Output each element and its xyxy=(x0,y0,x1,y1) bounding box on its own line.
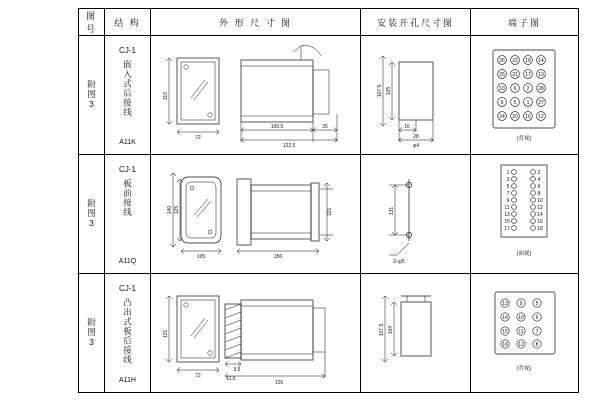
dim-156-row2: 156 xyxy=(273,254,283,260)
structure-code-bottom-1: A11K xyxy=(119,139,136,146)
outline-drawing-3 xyxy=(151,274,360,392)
svg-text:16: 16 xyxy=(537,219,543,225)
svg-text:7: 7 xyxy=(506,191,510,197)
cell-outline-2 xyxy=(151,155,361,274)
dim-72-row3: 72 xyxy=(195,373,201,379)
svg-text:15: 15 xyxy=(504,219,510,225)
structure-code-bottom-2: A11Q xyxy=(118,258,137,265)
dim-28-row1: 28 xyxy=(413,134,419,140)
cell-terminal-3 xyxy=(471,274,579,393)
structure-text-1: 嵌入式后接线 xyxy=(122,60,133,117)
svg-text:8: 8 xyxy=(537,191,541,197)
terminal-drawing-1 xyxy=(471,36,578,154)
dim-107p5-row1: 107.5 xyxy=(377,84,383,98)
dim-72-row1: 72 xyxy=(195,135,201,141)
svg-text:13: 13 xyxy=(504,212,510,218)
cell-outline-3 xyxy=(151,274,361,393)
dim-125-row2: 125 xyxy=(174,205,180,215)
svg-text:10: 10 xyxy=(518,315,524,321)
fig-no-label-3: 附图3 xyxy=(86,318,97,348)
dim-105-row2: 105 xyxy=(196,254,206,260)
dim-115-row3: 115 xyxy=(163,330,169,338)
structure-code-bottom-3: A11H xyxy=(119,377,136,384)
cell-mounting-2 xyxy=(361,155,471,274)
dim-107p5-row3: 107.5 xyxy=(379,323,385,337)
dim-16-row1: 16 xyxy=(404,124,410,130)
structure-code-top-3: CJ-1 xyxy=(119,284,136,293)
svg-text:18: 18 xyxy=(525,58,531,64)
svg-text:5: 5 xyxy=(513,100,517,106)
svg-text:11: 11 xyxy=(518,329,524,335)
dim-115-row1: 115 xyxy=(163,92,169,100)
cell-terminal-1 xyxy=(471,36,579,155)
svg-text:13: 13 xyxy=(502,301,508,307)
svg-text:2: 2 xyxy=(537,170,541,176)
spec-table xyxy=(78,8,579,393)
svg-text:20: 20 xyxy=(512,114,518,120)
terminal-caption-1: (背视) xyxy=(516,136,532,142)
svg-text:24: 24 xyxy=(499,114,505,120)
svg-text:15: 15 xyxy=(502,329,508,335)
structure-text-3: 凸出式板后接线 xyxy=(122,298,133,365)
svg-text:7: 7 xyxy=(535,329,539,335)
svg-text:1: 1 xyxy=(506,170,510,176)
dim-2phi5-row2: 2-φ5 xyxy=(393,259,405,265)
header-structure: 结 构 xyxy=(105,9,151,36)
svg-text:9: 9 xyxy=(519,301,523,307)
svg-text:5: 5 xyxy=(506,184,510,190)
fig-no-label-1: 附图3 xyxy=(86,80,97,110)
dim-100p5-row1: 100.5 xyxy=(270,124,284,130)
svg-text:14: 14 xyxy=(502,315,508,321)
svg-text:10: 10 xyxy=(537,198,543,204)
dim-35-row1: 35 xyxy=(322,124,328,130)
terminal-drawing-3 xyxy=(471,274,578,392)
svg-text:13: 13 xyxy=(538,72,544,78)
svg-text:1: 1 xyxy=(526,100,530,106)
cell-mounting-1 xyxy=(361,36,471,155)
table-row xyxy=(79,274,579,393)
table-header-row xyxy=(79,9,579,36)
cell-mounting-3 xyxy=(361,274,471,393)
dim-122p5-row1: 122.5 xyxy=(282,143,296,149)
dim-104-row3: 104 xyxy=(388,325,394,335)
svg-text:3: 3 xyxy=(506,177,510,183)
dim-11p5-row3: 11.5 xyxy=(226,376,236,382)
table-row xyxy=(79,155,579,274)
dim-126-row3: 126 xyxy=(274,380,284,386)
svg-text:16: 16 xyxy=(525,114,531,120)
structure-text-2: 板前接线 xyxy=(122,179,133,217)
svg-text:6: 6 xyxy=(535,315,539,321)
cell-fig-no-3 xyxy=(79,274,105,393)
dim-115-row2: 115 xyxy=(327,208,333,216)
svg-text:18: 18 xyxy=(537,226,543,232)
svg-text:17: 17 xyxy=(525,72,531,78)
mounting-drawing-3 xyxy=(361,274,470,392)
dim-131-row2: 131 xyxy=(389,206,395,216)
svg-text:14: 14 xyxy=(537,212,543,218)
header-fig-no: 图 号 xyxy=(79,9,105,36)
cell-structure-1 xyxy=(105,36,151,155)
header-outline: 外 形 尺 寸 图 xyxy=(151,9,361,36)
dim-9p5-row3: 9.5 xyxy=(233,367,241,373)
svg-text:16: 16 xyxy=(502,342,508,348)
outline-drawing-1 xyxy=(151,36,360,154)
svg-text:26: 26 xyxy=(499,58,505,64)
fig-no-label-2: 附图3 xyxy=(86,199,97,229)
svg-text:14: 14 xyxy=(538,58,544,64)
outline-drawing-2 xyxy=(151,155,360,273)
svg-text:21: 21 xyxy=(512,72,518,78)
header-mounting: 安装开孔尺寸图 xyxy=(361,9,471,36)
svg-text:12: 12 xyxy=(518,342,524,348)
dim-phi4-row1: φ4 xyxy=(412,143,420,149)
svg-text:17: 17 xyxy=(504,226,510,232)
cell-structure-2 xyxy=(105,155,151,274)
terminal-drawing-2 xyxy=(471,155,578,273)
svg-text:5: 5 xyxy=(535,301,539,307)
svg-text:8: 8 xyxy=(535,342,539,348)
svg-text:9: 9 xyxy=(500,100,504,106)
terminal-caption-3: (背视) xyxy=(516,366,532,372)
svg-text:6: 6 xyxy=(537,184,541,190)
table-row xyxy=(79,36,579,155)
header-terminal: 端子图 xyxy=(471,9,579,36)
dim-105-row1: 105 xyxy=(386,86,392,96)
svg-text:22: 22 xyxy=(512,58,518,64)
svg-text:12: 12 xyxy=(537,205,543,211)
cell-terminal-2 xyxy=(471,155,579,274)
svg-text:2: 2 xyxy=(526,86,530,92)
svg-text:27: 27 xyxy=(538,100,544,106)
svg-text:11: 11 xyxy=(504,205,510,211)
mounting-drawing-2 xyxy=(361,155,470,273)
dim-140-row2: 140 xyxy=(167,205,173,215)
structure-code-top-1: CJ-1 xyxy=(119,46,136,55)
cell-structure-3 xyxy=(105,274,151,393)
svg-text:10: 10 xyxy=(499,86,505,92)
svg-text:9: 9 xyxy=(506,198,510,204)
cell-outline-1 xyxy=(151,36,361,155)
terminal-caption-2: (面视) xyxy=(516,251,532,257)
svg-text:6: 6 xyxy=(513,86,517,92)
mounting-drawing-1 xyxy=(361,36,470,154)
svg-text:25: 25 xyxy=(499,72,505,78)
svg-text:28: 28 xyxy=(538,86,544,92)
svg-text:12: 12 xyxy=(538,114,544,120)
svg-text:4: 4 xyxy=(537,177,541,183)
cell-fig-no-2 xyxy=(79,155,105,274)
cell-fig-no-1 xyxy=(79,36,105,155)
structure-code-top-2: CJ-1 xyxy=(119,165,136,174)
